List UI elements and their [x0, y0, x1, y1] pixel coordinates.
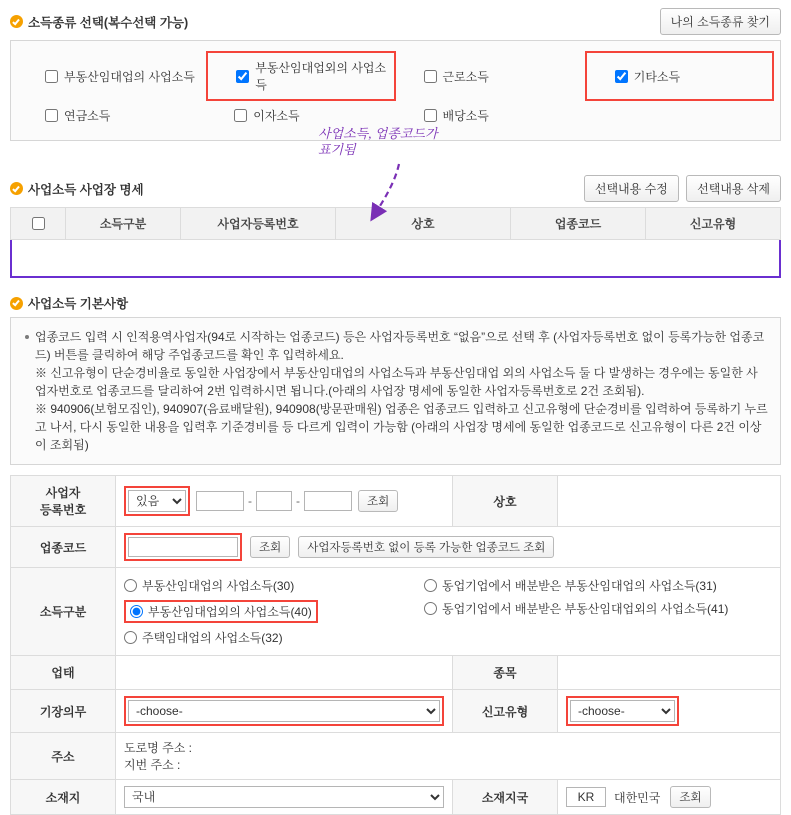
- industry-input[interactable]: [124, 664, 438, 682]
- biznum-part1-input[interactable]: [196, 491, 244, 511]
- location-select[interactable]: [124, 786, 444, 808]
- cell-country: [558, 780, 781, 815]
- checkbox-item-4[interactable]: [17, 101, 206, 130]
- basic-info-title-text: 사업소득 기본사항: [28, 297, 129, 311]
- address-jibun-text: 지번 주소 :: [124, 758, 181, 772]
- section-title-business-place: [10, 180, 144, 198]
- checkbox-item-spacer: [585, 101, 774, 130]
- row-income-type: [11, 568, 781, 656]
- annotation-line-2: 표기됨: [318, 142, 356, 157]
- radio-income-type-40[interactable]: [124, 600, 318, 623]
- checkbox-label-2: 근로소득: [442, 69, 489, 84]
- bookkeeping-select[interactable]: [128, 700, 440, 722]
- delete-selected-button[interactable]: 선택내용 삭제: [686, 175, 781, 202]
- label-industry: 업태: [11, 656, 116, 690]
- biznum-part2-input[interactable]: [256, 491, 292, 511]
- column-income-type: 소득구분: [66, 208, 181, 240]
- check-circle-icon: [10, 15, 23, 28]
- row-address: [11, 733, 781, 780]
- column-trade-name: 상호: [336, 208, 511, 240]
- radio-income-type-32[interactable]: [124, 629, 424, 646]
- section-title-income-type: [10, 13, 188, 31]
- biznum-exist-select[interactable]: [128, 490, 186, 512]
- bizcode-no-biznum-button[interactable]: 사업자등록번호 없이 등록 가능한 업종코드 조회: [298, 536, 554, 558]
- radio-input-40[interactable]: [130, 605, 143, 618]
- cell-bookkeeping: [116, 690, 453, 733]
- biznum-dash-1: -: [248, 494, 252, 508]
- label-biznum-line2: 등록번호: [39, 503, 87, 517]
- cell-address: [116, 733, 781, 780]
- biznum-search-button[interactable]: 조회: [358, 490, 398, 512]
- business-place-actions: [584, 175, 781, 202]
- checkbox-label-4: 연금소득: [64, 109, 111, 123]
- checkbox-non-real-estate-rental[interactable]: [236, 70, 249, 83]
- cell-industry: [116, 656, 453, 690]
- radio-label-32: 주택임대업의 사업소득(32): [142, 631, 283, 645]
- income-type-col-left-3: [124, 626, 424, 649]
- business-place-title-text: 사업소득 사업장 명세: [28, 182, 144, 197]
- cell-trade-name: [558, 476, 781, 527]
- table-empty-body: [10, 240, 781, 278]
- income-type-title-text: 소득종류 선택(복수선택 가능): [28, 15, 189, 30]
- item-input[interactable]: [566, 664, 768, 682]
- income-type-col-left-2: [124, 597, 424, 626]
- radio-input-30[interactable]: [124, 579, 137, 592]
- radio-income-type-41[interactable]: [424, 600, 728, 617]
- label-bizcode: 업종코드: [11, 527, 116, 568]
- radio-label-30: 부동산임대업의 사업소득(30): [142, 579, 295, 593]
- label-item: 종목: [453, 656, 558, 690]
- radio-label-41: 동업기업에서 배분받은 부동산임대업외의 사업소득(41): [442, 602, 729, 616]
- country-code-input[interactable]: [566, 787, 606, 807]
- bizcode-input[interactable]: [128, 537, 238, 557]
- label-bookkeeping: 기장의무: [11, 690, 116, 733]
- income-type-radio-row-2: [124, 597, 772, 626]
- cell-income-type: [116, 568, 781, 656]
- row-location: [11, 780, 781, 815]
- radio-input-31[interactable]: [424, 579, 437, 592]
- checkbox-label-3: 기타소득: [633, 69, 681, 84]
- row-biznum: [11, 476, 781, 527]
- bizcode-search-button[interactable]: 조회: [250, 536, 290, 558]
- checkbox-item-2[interactable]: [396, 51, 585, 101]
- label-biznum: [11, 476, 116, 527]
- checkbox-other-income[interactable]: [615, 70, 628, 83]
- income-type-col-left-1: [124, 574, 424, 597]
- checkbox-wage-income[interactable]: [424, 70, 437, 83]
- radio-input-41[interactable]: [424, 602, 437, 615]
- column-report-type: 신고유형: [646, 208, 781, 240]
- income-type-section-header: [10, 8, 781, 35]
- label-country: 소재지국: [453, 780, 558, 815]
- label-address: 주소: [11, 733, 116, 780]
- checkbox-real-estate-rental[interactable]: [45, 70, 58, 83]
- income-type-col-right-1: [424, 574, 717, 597]
- biznum-dash-2: -: [296, 494, 300, 508]
- income-type-col-right-2: [424, 597, 728, 626]
- check-circle-icon: [10, 182, 23, 195]
- notice-item-2: ※ 940906(보험모집인), 940907(음료배달원), 940908(방문판매원) 업종은 업종코드 입력하고 신고유형에 단순경비를 입력하여 등록하기 누르고 나서, 다시 동일한 내용을 입력후 기준경비를 등 다르게 입력이 가능함 (아래의 사업장 명세에 동일한 업종코드로 신고유형이 다른 2건 이상이 조회됨): [35, 402, 768, 452]
- country-name-text: 대한민국: [614, 790, 661, 805]
- basic-info-section-header: [10, 294, 781, 312]
- checkbox-label-6: 배당소득: [442, 109, 489, 123]
- income-type-radio-row-3: [124, 626, 772, 649]
- checkbox-pension-income[interactable]: [45, 109, 58, 122]
- notice-list: [23, 328, 768, 454]
- checkbox-interest-income[interactable]: [234, 109, 247, 122]
- notice-box: [10, 317, 781, 465]
- radio-income-type-30[interactable]: [124, 577, 424, 594]
- check-circle-icon: [10, 297, 23, 310]
- biznum-part3-input[interactable]: [304, 491, 352, 511]
- annotation-arrow-icon: [355, 160, 415, 230]
- checkbox-dividend-income[interactable]: [424, 109, 437, 122]
- edit-selected-button[interactable]: 선택내용 수정: [584, 175, 679, 202]
- report-type-highlight: [566, 696, 679, 726]
- radio-income-type-31[interactable]: [424, 577, 717, 594]
- cell-location: [116, 780, 453, 815]
- find-my-income-type-button[interactable]: 나의 소득종류 찾기: [660, 8, 781, 35]
- label-biznum-line1: 사업자: [45, 486, 81, 500]
- section-title-basic-info: [10, 294, 128, 312]
- cell-item: [558, 656, 781, 690]
- cell-report-type: [558, 690, 781, 733]
- checkbox-item-0[interactable]: [17, 51, 206, 101]
- checkbox-item-1[interactable]: [206, 51, 395, 101]
- cell-biznum: [116, 476, 453, 527]
- radio-label-31: 동업기업에서 배분받은 부동산임대업의 사업소득(31): [442, 579, 717, 593]
- row-bookkeeping: [11, 690, 781, 733]
- bizcode-input-highlight: [124, 533, 242, 561]
- column-select-all[interactable]: [11, 208, 66, 240]
- row-bizcode: [11, 527, 781, 568]
- row-industry: [11, 656, 781, 690]
- checkbox-item-3[interactable]: [585, 51, 774, 101]
- column-bizcode: 업종코드: [511, 208, 646, 240]
- label-trade-name: 상호: [453, 476, 558, 527]
- radio-input-32[interactable]: [124, 631, 137, 644]
- report-type-select[interactable]: [570, 700, 675, 722]
- annotation-text: [318, 126, 438, 158]
- radio-label-40: 부동산임대업외의 사업소득(40): [148, 605, 312, 619]
- bookkeeping-highlight: [124, 696, 444, 726]
- checkbox-label-0: 부동산임대업의 사업소득: [64, 69, 195, 84]
- biznum-exist-highlight: [124, 486, 190, 516]
- income-type-radio-row-1: [124, 574, 772, 597]
- label-income-type: 소득구분: [11, 568, 116, 656]
- label-report-type: 신고유형: [453, 690, 558, 733]
- column-biznum: 사업자등록번호: [181, 208, 336, 240]
- trade-name-input[interactable]: [566, 492, 768, 510]
- business-detail-form: [10, 475, 781, 815]
- checkbox-label-5: 이자소득: [253, 109, 300, 123]
- select-all-checkbox[interactable]: [32, 217, 45, 230]
- annotation-line-1: 사업소득, 업종코드가: [318, 126, 438, 141]
- notice-item-1-wrap: [23, 364, 768, 400]
- country-search-button[interactable]: 조회: [670, 786, 710, 808]
- notice-item-0: 업종코드 입력 시 인적용역사업자(94로 시작하는 업종코드) 등은 사업자등록번호 “없음”으로 선택 후 (사업자등록번호 없이 등록가능한 업종코드) 버튼를 클릭하여 해당 주업종코드를 확인 후 입력하세요.: [23, 328, 768, 364]
- notice-item-2-wrap: [23, 400, 768, 454]
- checkbox-label-1: 부동산임대업외의 사업소득: [255, 61, 387, 92]
- notice-item-1: ※ 신고유형이 단순경비율로 동일한 사업장에서 부동산임대업의 사업소득과 부동산임대업 외의 사업소득 둘 다 발생하는 경우에는 동일한 사업자번호로 업종코드를 달리하여 2번 입력하시면 됩니다.(아래의 사업장 명세에 동일한 사업자등록번호로 2건 조회됨).: [35, 366, 758, 398]
- cell-bizcode: [116, 527, 781, 568]
- label-location: 소재지: [11, 780, 116, 815]
- address-road-text: 도로명 주소 :: [124, 741, 192, 755]
